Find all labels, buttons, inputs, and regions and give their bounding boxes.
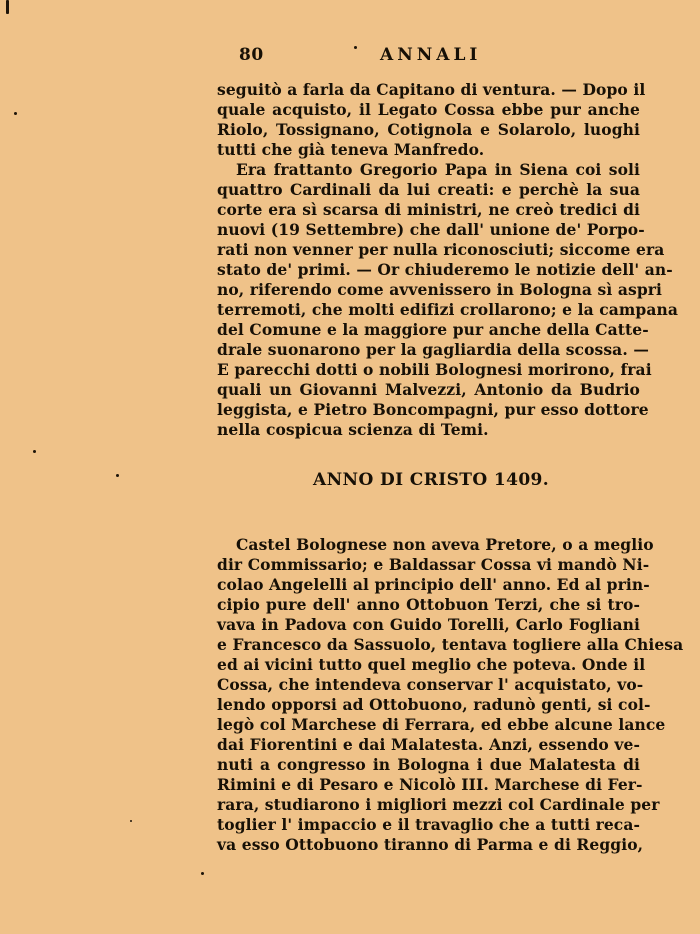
text-line: dir Commissario; e Baldassar Cossa vi mandò Ni-	[217, 555, 650, 574]
text-line: colao Angelelli al principio dell' anno. Ed al prin-	[217, 575, 650, 594]
text-line: Rimini e di Pesaro e Nicolò III. Marchese di Fer-	[217, 775, 643, 794]
text-line: toglier l' impaccio e il travaglio che a tutti reca-	[217, 815, 641, 834]
text-line: Riolo, Tossignano, Cotignola e Solarolo, luoghi	[217, 120, 640, 139]
ink-speck	[6, 0, 9, 14]
text-line: leggista, e Pietro Boncompagni, pur esso dottore	[217, 400, 649, 419]
text-line: dai Fiorentini e dai Malatesta. Anzi, essendo ve-	[217, 735, 640, 754]
running-title: ANNALI	[380, 45, 482, 65]
text-line: corte era sì scarsa di ministri, ne creò tredici di	[217, 200, 640, 219]
ink-speck	[33, 450, 36, 453]
text-line: terremoti, che molti edifizi crollarono; e la campana	[217, 300, 679, 319]
text-line: drale suonarono per la gagliardia della scossa. —	[217, 340, 649, 359]
text-line: quale acquisto, il Legato Cossa ebbe pur anche	[217, 100, 640, 119]
text-line: lendo opporsi ad Ottobuono, radunò genti, si col-	[217, 695, 651, 714]
ink-speck	[201, 872, 204, 875]
text-line: seguitò a farla da Capitano di ventura. — Dopo il	[217, 80, 646, 99]
text-line: ed ai vicini tutto quel meglio che poteva. Onde il	[217, 655, 646, 674]
text-line: va esso Ottobuono tiranno di Parma e di Reggio,	[217, 835, 644, 854]
text-line: del Comune e la maggiore pur anche della Catte-	[217, 320, 649, 339]
ink-speck	[116, 474, 119, 477]
text-line: quali un Giovanni Malvezzi, Antonio da Budrio	[217, 380, 640, 399]
text-line: Cossa, che intendeva conservar l' acquistato, vo-	[217, 675, 644, 694]
text-line: e Francesco da Sassuolo, tentava togliere alla Chiesa	[217, 635, 684, 654]
text-line: E parecchi dotti o nobili Bolognesi morirono, frai	[217, 360, 652, 379]
text-line: Era frattanto Gregorio Papa in Siena coi soli	[236, 160, 640, 179]
text-line: nuovi (19 Settembre) che dall' unione de' Porpo-	[217, 220, 645, 239]
text-line: Castel Bolognese non aveva Pretore, o a meglio	[236, 535, 654, 554]
ink-speck	[130, 820, 132, 822]
page-number: 80	[239, 45, 264, 65]
text-line: rara, studiarono i migliori mezzi col Cardinale per	[217, 795, 660, 814]
text-line: stato de' primi. — Or chiuderemo le notizie dell' an-	[217, 260, 673, 279]
text-line: vava in Padova con Guido Torelli, Carlo Fogliani	[217, 615, 640, 634]
text-line: no, riferendo come avvenissero in Bologna sì aspri	[217, 280, 663, 299]
running-header	[0, 45, 700, 73]
text-line: nuti a congresso in Bologna i due Malatesta di	[217, 755, 640, 774]
ink-speck	[14, 112, 17, 115]
text-line: quattro Cardinali da lui creati: e perchè la sua	[217, 180, 640, 199]
text-line: nella cospicua scienza di Temi.	[217, 420, 489, 439]
text-line: tutti che già teneva Manfredo.	[217, 140, 485, 159]
text-line: rati non venner per nulla riconosciuti; siccome era	[217, 240, 665, 259]
text-line: cipio pure dell' anno Ottobuon Terzi, che si tro-	[217, 595, 640, 614]
text-line: legò col Marchese di Ferrara, ed ebbe alcune lance	[217, 715, 666, 734]
section-heading: ANNO DI CRISTO 1409.	[313, 470, 550, 490]
